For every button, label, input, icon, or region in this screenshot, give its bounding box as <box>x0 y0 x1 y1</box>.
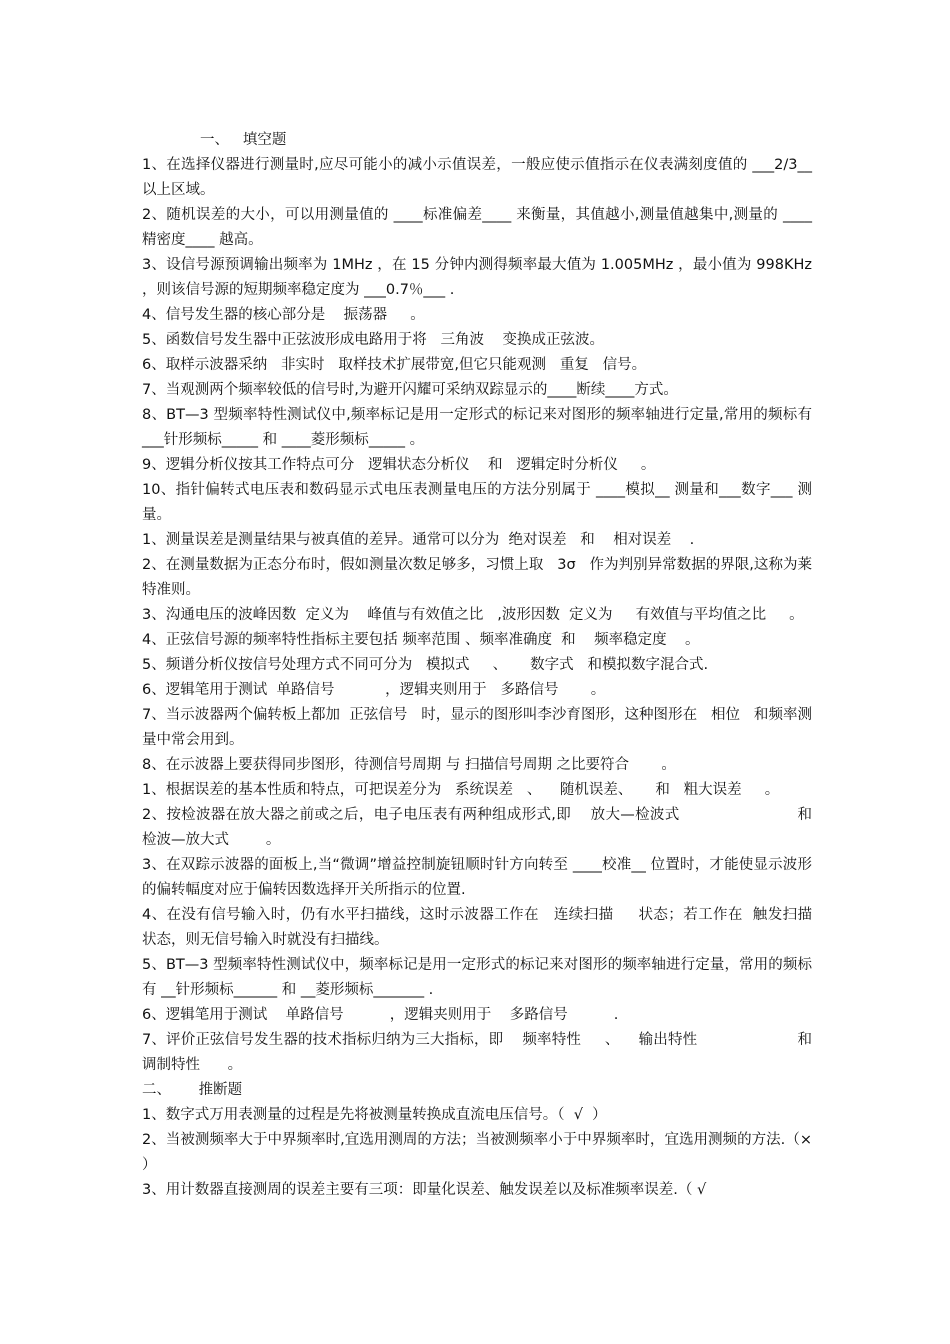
question-paragraph: 5、函数信号发生器中正弦波形成电路用于将 三角波 变换成正弦波。 <box>142 332 604 348</box>
question-paragraph: 3、沟通电压的波峰因数 定义为 峰值与有效值之比 ,波形因数 定义为 有效值与平均值之比 。 <box>142 607 804 623</box>
question-paragraph: 3、在双踪示波器的面板上,当“微调”增益控制旋钮顺时针方向转至 ____校准__ 位置时，才能使显示波形的偏转幅度对应于偏转因数选择开关所指示的位置. <box>142 857 812 898</box>
section-heading-fill-in: 一、 填空题 <box>200 132 287 148</box>
question-paragraph: 8、BT—3 型频率特性测试仪中,频率标记是用一定形式的标记来对图形的频率轴进行定量,常用的频标有 ___针形频标_____ 和 ____菱形频标_____ 。 <box>142 407 817 448</box>
question-paragraph: 2、当被测频率大于中界频率时,宜选用测周的方法；当被测频率小于中界频率时，宜选用测频的方法.（× ） <box>142 1132 822 1173</box>
question-paragraph: 2、按检波器在放大器之前或之后，电子电压表有两种组成形式,即 放大—检波式 和 检波—放大式 。 <box>142 807 826 848</box>
question-paragraph: 1、在选择仪器进行测量时,应尽可能小的减小示值误差，一般应使示值指示在仪表满刻度值的 ___2/3__ 以上区域。 <box>142 157 817 198</box>
question-paragraph: 2、随机误差的大小，可以用测量值的 ____标准偏差____ 来衡量，其值越小,测量值越集中,测量的 ____精密度____ 越高。 <box>142 207 812 248</box>
section-heading-judgement: 二、 推断题 <box>142 1082 243 1098</box>
question-paragraph: 7、评价正弦信号发生器的技术指标归纳为三大指标，即 频率特性 、 输出特性 和 调制特性 。 <box>142 1032 826 1073</box>
question-paragraph: 1、数字式万用表测量的过程是先将被测量转换成直流电压信号。（ √ ） <box>142 1107 607 1123</box>
question-paragraph: 3、设信号源预调输出频率为 1MHz ，在 15 分钟内测得频率最大值为 1.005MHz ，最小值为 998KHz ，则该信号源的短期频率稳定度为 ___0.7％___ . <box>142 257 817 298</box>
question-paragraph: 1、测量误差是测量结果与被真值的差异。通常可以分为 绝对误差 和 相对误差 . <box>142 532 695 548</box>
question-paragraph: 5、BT—3 型频率特性测试仪中，频率标记是用一定形式的标记来对图形的频率轴进行定量，常用的频标有 __针形频标______ 和 __菱形频标_______ . <box>142 957 812 998</box>
question-paragraph: 4、正弦信号源的频率特性指标主要包括 频率范围 、频率准确度 和 频率稳定度 。 <box>142 632 700 648</box>
question-paragraph: 8、在示波器上要获得同步图形，待测信号周期 与 扫描信号周期 之比要符合 。 <box>142 757 676 773</box>
question-paragraph: 9、逻辑分析仪按其工作特点可分 逻辑状态分析仪 和 逻辑定时分析仪 。 <box>142 457 656 473</box>
question-paragraph: 10、指针偏转式电压表和数码显示式电压表测量电压的方法分别属于 ____模拟__ 测量和___数字___ 测量。 <box>142 482 812 523</box>
question-paragraph: 7、当观测两个频率较低的信号时,为避开闪耀可采纳双踪显示的____断续____方式。 <box>142 382 678 398</box>
question-paragraph: 5、频谱分析仪按信号处理方式不同可分为 模拟式 、 数字式 和模拟数字混合式. <box>142 657 709 673</box>
question-paragraph: 7、当示波器两个偏转板上都加 正弦信号 时，显示的图形叫李沙育图形，这种图形在 相位 和频率测量中常会用到。 <box>142 707 812 748</box>
question-paragraph: 3、用计数器直接测周的误差主要有三项：即量化误差、触发误差以及标准频率误差.（ √ <box>142 1182 707 1198</box>
question-paragraph: 4、信号发生器的核心部分是 振荡器 。 <box>142 307 425 323</box>
question-paragraph: 4、在没有信号输入时，仍有水平扫描线，这时示波器工作在 连续扫描 状态；若工作在 触发扫描 状态，则无信号输入时就没有扫描线。 <box>142 907 840 948</box>
question-paragraph: 6、逻辑笔用于测试 单路信号 ，逻辑夹则用于 多路信号 。 <box>142 682 606 698</box>
question-paragraph: 6、取样示波器采纳 非实时 取样技术扩展带宽,但它只能观测 重复 信号。 <box>142 357 647 373</box>
question-paragraph: 2、在测量数据为正态分布时，假如测量次数足够多，习惯上取 3σ 作为判别异常数据的界限,这称为莱特准则。 <box>142 557 812 598</box>
question-paragraph: 6、逻辑笔用于测试 单路信号 ，逻辑夹则用于 多路信号 . <box>142 1007 619 1023</box>
question-paragraph: 1、根据误差的基本性质和特点，可把误差分为 系统误差 、 随机误差、 和 粗大误差 。 <box>142 782 780 798</box>
